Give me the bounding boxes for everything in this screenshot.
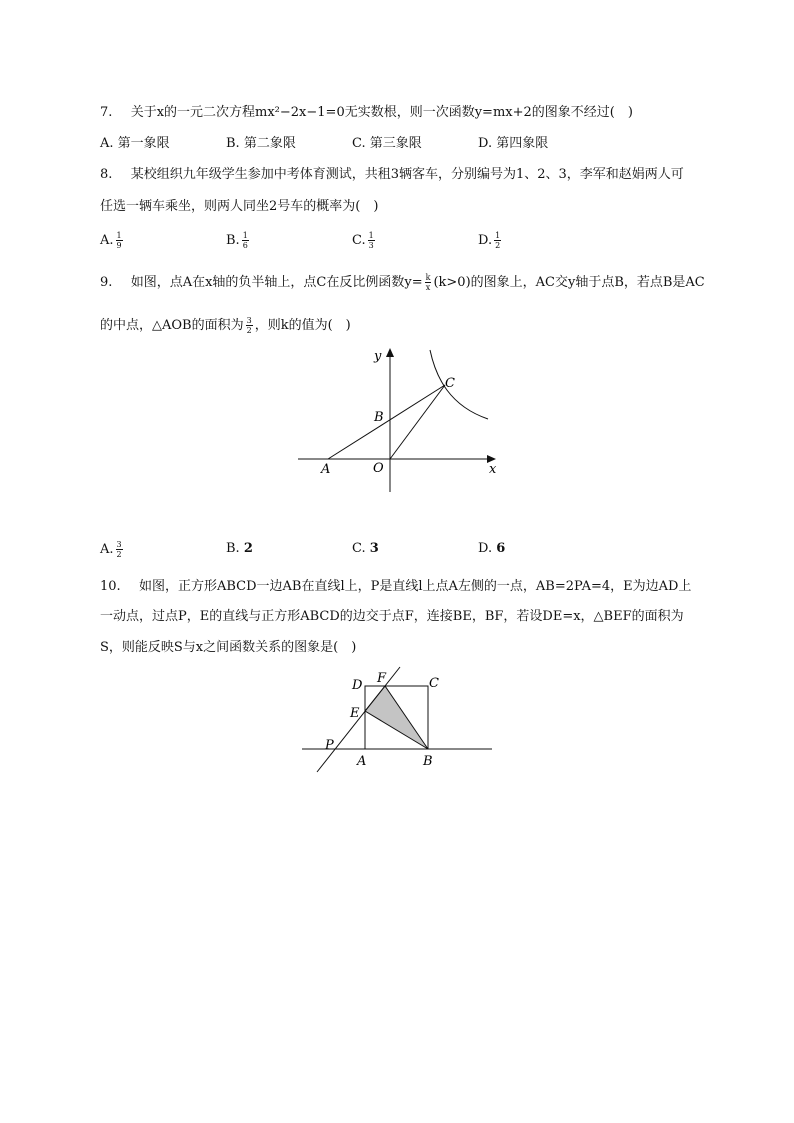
q10-label-a: A xyxy=(357,754,367,769)
q8-option-b: B. $\frac{1}{6}$ xyxy=(226,231,248,250)
q7-option-b: B. 第二象限 xyxy=(226,136,296,151)
q7-text: 关于x的一元二次方程mx²−2x−1=0无实数根，则一次函数y=mx+2的图象不经过( ) xyxy=(130,105,633,120)
q9-y-axis-arrow xyxy=(386,348,394,357)
q9-frac-k-over-x: $\frac{k}{x}$ xyxy=(425,273,431,292)
q8-option-a: A. $\frac{1}{9}$ xyxy=(100,231,122,250)
q8-stem-line1: 8. 某校组织九年级学生参加中考体育测试，共租3辆客车，分别编号为1、2、3，李军和赵娟两人可 xyxy=(100,167,684,182)
q10-label-p: P xyxy=(325,738,334,753)
q10-number: 10. xyxy=(100,579,121,594)
q7-option-d: D. 第四象限 xyxy=(478,136,549,151)
q8-number: 8. xyxy=(100,167,113,182)
q10-figure xyxy=(295,662,500,777)
q9-stem-line1: 9. 如图，点A在x轴的负半轴上，点C在反比例函数y= $\frac{k}{x}$ (k>0)的图象上，AC交y轴于点B，若点B是AC xyxy=(100,273,705,292)
q8-option-c: C. $\frac{1}{3}$ xyxy=(352,231,374,250)
q9-label-x: x xyxy=(489,462,497,477)
q10-stem-line1: 10. 如图，正方形ABCD一边AB在直线l上，P是直线l上点A左侧的一点，AB=2PA=4，E为边AD上 xyxy=(100,579,692,594)
q9-label-y: y xyxy=(374,349,382,364)
q10-stem-line3: S，则能反映S与x之间函数关系的图象是( ) xyxy=(100,640,357,655)
q9-segment-ac xyxy=(328,385,445,459)
q7-option-c: C. 第三象限 xyxy=(352,136,422,151)
q9-label-c: C xyxy=(445,376,455,391)
q9-frac-area: $\frac{3}{2}$ xyxy=(246,316,252,335)
q8-stem-line2: 任选一辆车乘坐，则两人同坐2号车的概率为( ) xyxy=(100,199,379,214)
q9-label-o: O xyxy=(373,461,384,476)
q9-option-b: B. 2 xyxy=(226,541,253,556)
q9-figure xyxy=(290,340,510,500)
q10-stem-line2: 一动点，过点P，E的直线与正方形ABCD的边交于点F，连接BE，BF，若设DE=x，△BEF的面积为 xyxy=(100,609,684,624)
q9-label-a: A xyxy=(321,462,331,477)
q7-option-a: A. 第一象限 xyxy=(100,136,170,151)
q9-option-a: A. $\frac{3}{2}$ xyxy=(100,540,122,559)
q10-label-e: E xyxy=(350,706,360,721)
q7-stem xyxy=(100,104,633,122)
q10-label-b: B xyxy=(423,754,433,769)
q9-option-c: C. 3 xyxy=(352,541,379,556)
q10-label-c: C xyxy=(429,676,439,691)
q10-label-d: D xyxy=(352,678,363,693)
q8-option-d: D. $\frac{1}{2}$ xyxy=(478,231,501,250)
q9-segment-oc xyxy=(390,385,445,459)
q9-number: 9. xyxy=(100,275,113,290)
q10-triangle-bef xyxy=(365,686,428,749)
q9-label-b: B xyxy=(374,410,384,425)
q7-number: 7. xyxy=(100,105,113,120)
q10-label-f: F xyxy=(377,671,387,686)
q9-stem-line2: 的中点，△AOB的面积为 $\frac{3}{2}$ ，则k的值为( ) xyxy=(100,316,351,335)
q9-option-d: D. 6 xyxy=(478,541,506,556)
q9-hyperbola xyxy=(430,350,488,419)
